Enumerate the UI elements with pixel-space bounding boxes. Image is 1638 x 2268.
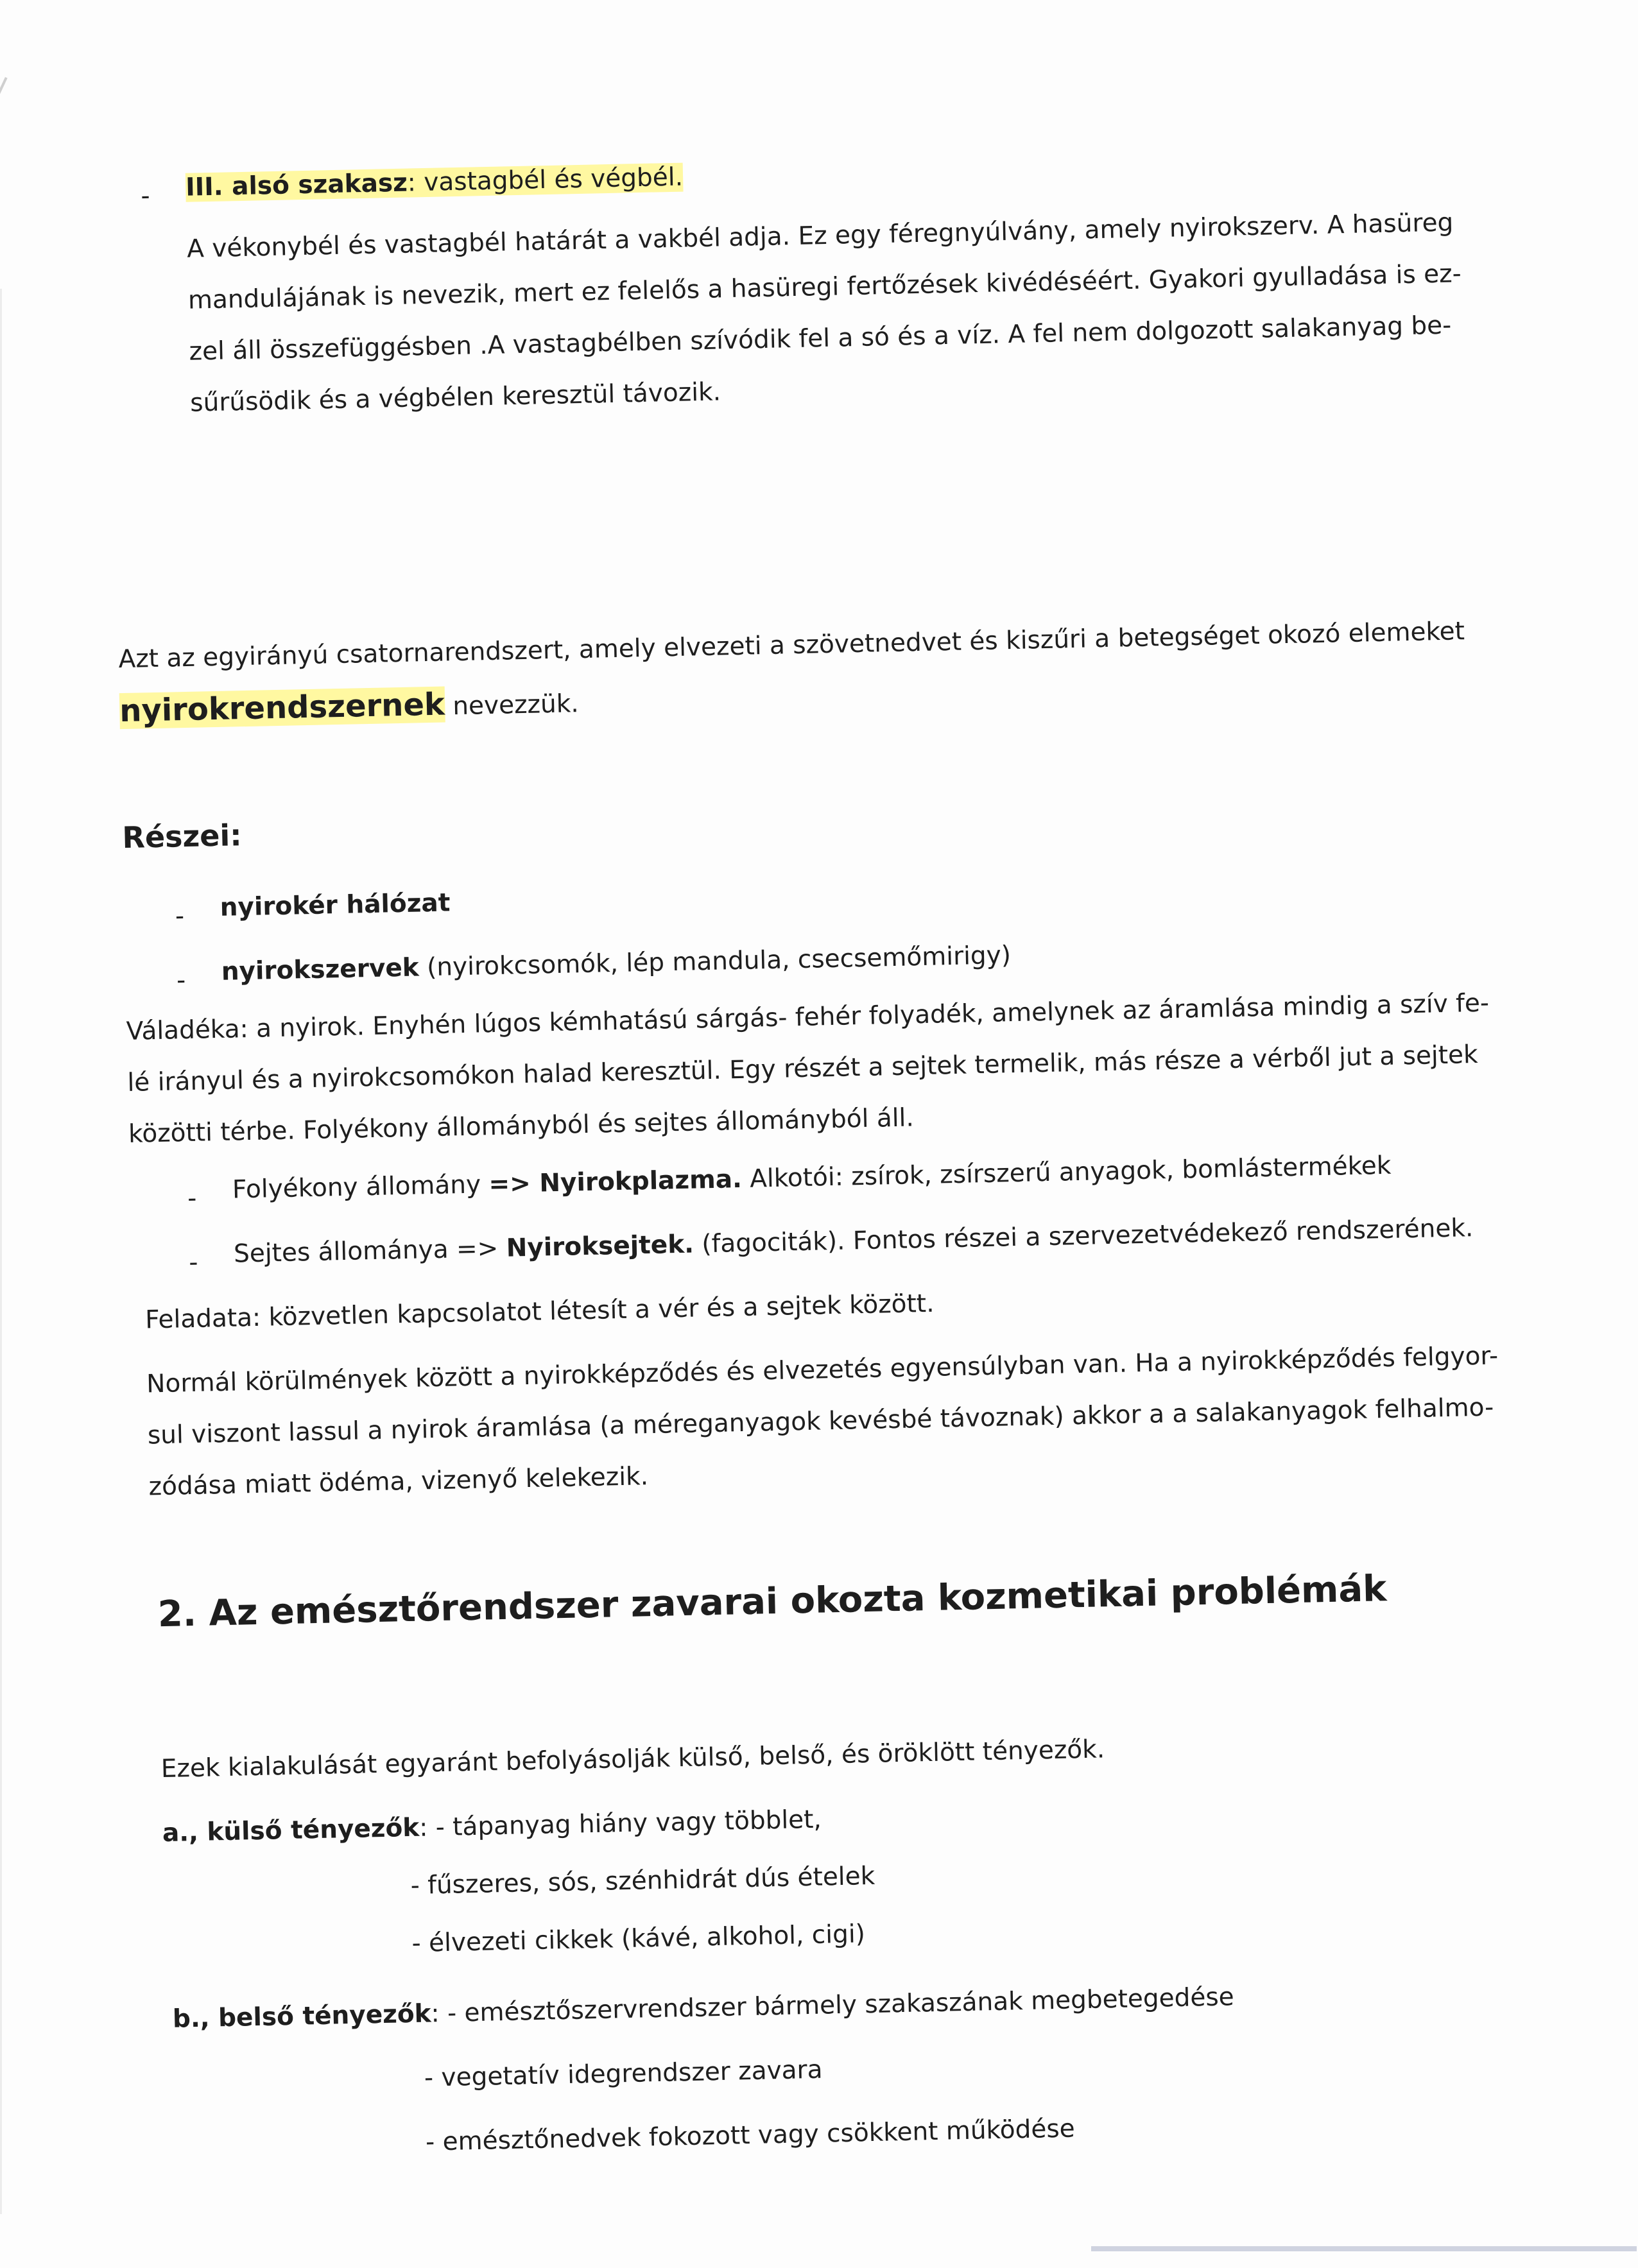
task-line: Feladata: közvetlen kapcsolatot létesít a vér és a sejtek között. [144,1289,935,1335]
paragraph-line: zel áll összefüggésben .A vastagbélben szívódik fel a só és a víz. A fel nem dolgozott salakanyag be- [189,311,1452,366]
normal-line: zódása miatt ödéma, vizenyő kelekezik. [148,1462,649,1502]
part-item-bold: nyirokszervek [221,953,420,986]
part-item-bold: nyirokér hálózat [220,888,451,922]
component-rest: (fagociták). Fontos részei a szervezetvédekező rendszerének. [693,1214,1474,1259]
parts-heading: Részei: [121,818,243,855]
internal-factor-item: : - emésztőszervrendszer bármely szakaszának megbetegedése [431,1982,1235,2029]
list-dash: - [187,1183,197,1214]
component-rest: Alkotói: zsírok, zsírszerű anyagok, bomlástermékek [741,1151,1392,1194]
component-bold: Nyiroksejtek. [506,1230,694,1263]
external-factor-item: - fűszeres, sós, szénhidrát dús ételek [410,1861,875,1901]
internal-factor-item: - emésztőnedvek fokozott vagy csökkent működése [425,2114,1076,2157]
internal-factors-row [172,1971,1234,2046]
section2-intro: Ezek kialakulását egyaránt befolyásolják külső, belső, és öröklött tényezők. [160,1735,1105,1784]
external-factors-row [162,1794,822,1860]
component-item [233,1202,1474,1280]
lymph-intro-rest: nevezzük. [444,689,580,721]
secretion-line: Váladéka: a nyirok. Enyhén lúgos kémhatású sárgás- fehér folyadék, amelynek az áramlása mindig a szív fe- [126,988,1490,1047]
component-pre: Sejtes állománya => [233,1233,507,1269]
section-heading: 2. Az emésztőrendszer zavarai okozta kozmetikai problémák [157,1568,1388,1636]
component-bold: => Nyirokplazma. [488,1164,743,1199]
section-title [185,151,683,214]
secretion-line: lé irányul és a nyirokcsomókon halad keresztül. Egy részét a sejtek termelik, más része a vérből jut a sejtek [126,1040,1479,1098]
internal-factors-label: b., belső tényezők [172,1999,432,2034]
lymph-intro-line2 [119,675,579,740]
external-factors-label: a., külső tényezők [162,1813,420,1848]
component-pre: Folyékony állomány [232,1170,489,1205]
paragraph-line: mandulájának is nevezik, mert ez felelős a hasüregi fertőzések kivédéséért. Gyakori gyulladása is ez- [187,259,1462,315]
bottom-scan-mark [1091,2246,1637,2251]
lymph-term: nyirokrendszernek [119,686,445,730]
external-factor-item: : - tápanyag hiány vagy többlet, [418,1805,822,1843]
part-item [220,877,451,934]
internal-factor-item: - vegetatív idegrendszer zavara [424,2055,823,2093]
list-dash: - [175,902,185,931]
list-dash: - [176,966,186,995]
secretion-line: közötti térbe. Folyékony állományból és sejtes állományból áll. [128,1103,915,1149]
lymph-intro-line: Azt az egyirányú csatornarendszert, amely elvezeti a szövetnedvet és kiszűri a betegséget okozó elemeket [118,617,1465,674]
section-title-rest: : vastagbél és végbél. [407,162,684,198]
part-item [221,929,1012,999]
part-item-rest: (nyirokcsomók, lép mandula, csecsemőmirigy) [418,941,1012,983]
normal-line: sul viszont lassul a nyirok áramlása (a méreganyagok kevésbé távoznak) akkor a a salakanyagok felhalmo- [147,1393,1494,1450]
normal-line: Normál körülmények között a nyirokképződés és elvezetés egyensúlyban van. Ha a nyirokképződés felgyor- [146,1341,1499,1399]
list-dash: - [188,1248,198,1278]
list-dash: - [141,181,151,211]
external-factor-item: - élvezeti cikkek (kávé, alkohol, cigi) [411,1920,866,1959]
paragraph-line: sűrűsödik és a végbélen keresztül távozik. [189,377,721,418]
paragraph-line: A vékonybél és vastagbél határát a vakbél adja. Ez egy féregnyúlvány, amely nyirokszerv. A hasüreg [186,208,1454,264]
section-title-bold: III. alsó szakasz [185,168,408,202]
